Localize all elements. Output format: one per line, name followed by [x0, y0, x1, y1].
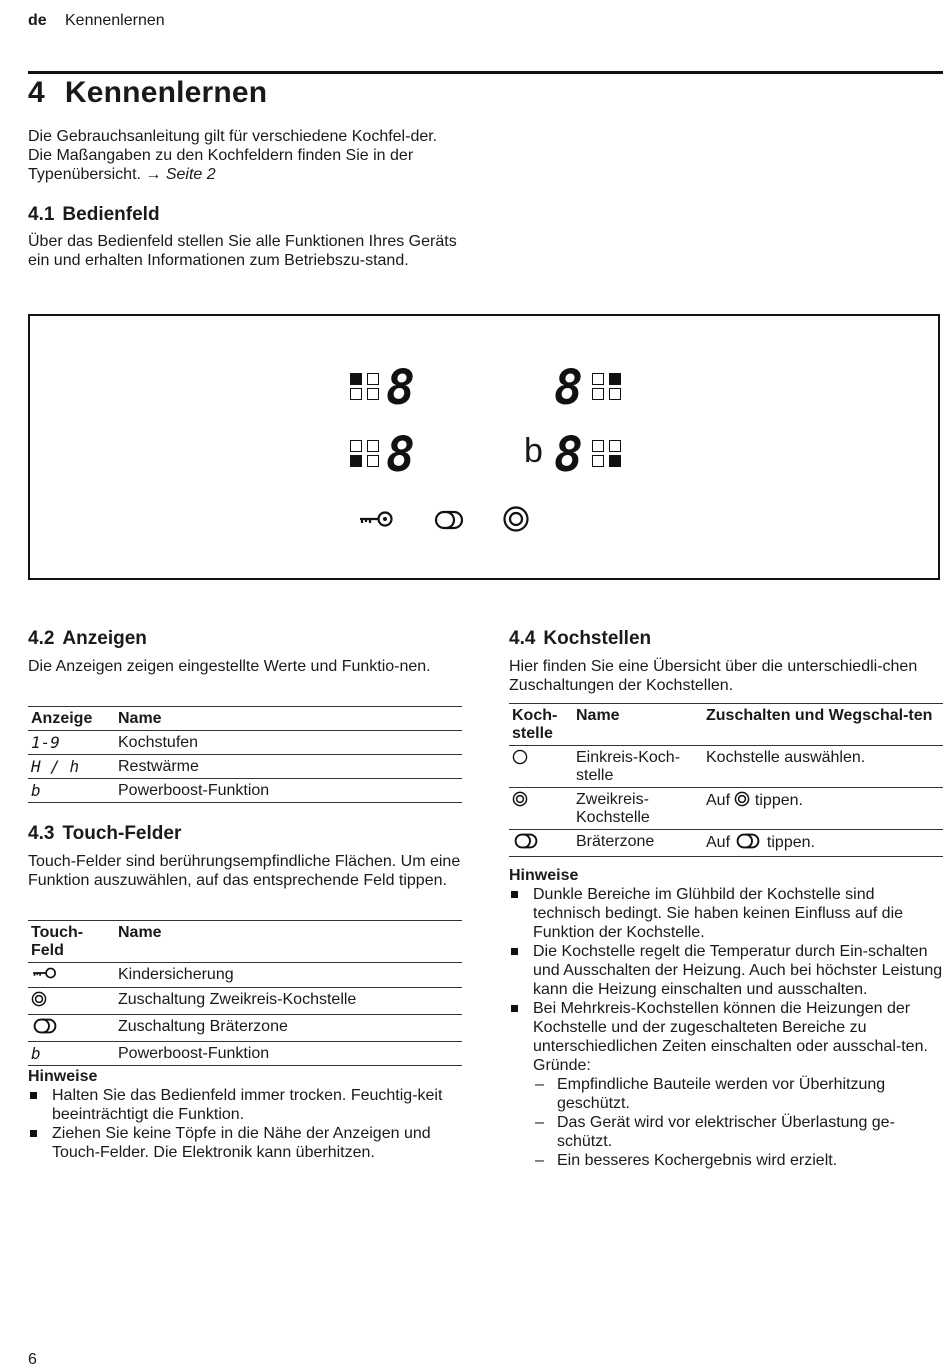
- section-number: 4.2: [28, 628, 55, 649]
- notes-block: [509, 867, 943, 1170]
- zone-name: Bräterzone: [576, 833, 655, 850]
- zone-indicator-rear-right: [592, 439, 623, 467]
- language-code: de: [28, 12, 47, 29]
- power-level-display: 8: [386, 360, 415, 416]
- powerboost-symbol: b: [31, 1044, 41, 1063]
- section-4-1-heading: [28, 204, 160, 226]
- double-circle-icon: [512, 791, 528, 807]
- display-symbol: H / h: [31, 757, 80, 776]
- notes-block: [28, 1068, 462, 1162]
- display-name: Powerboost-Funktion: [118, 782, 270, 799]
- section-4-3-text: Touch-Felder sind berührungsempfindliche Flächen. Um eine Funktion auszuwählen, auf das entsprechende Feld tippen.: [28, 853, 461, 889]
- action-text: Auf: [706, 792, 731, 809]
- oval-zone-icon: [512, 833, 540, 849]
- section-title: Bedienfeld: [62, 204, 160, 225]
- section-number: 4.1: [28, 204, 55, 225]
- oval-zone-icon[interactable]: [432, 510, 466, 530]
- page-reference-link[interactable]: → Seite 2: [145, 166, 216, 183]
- note-item: [509, 999, 943, 1170]
- zone-position-icon: [592, 440, 623, 467]
- reasons-title: Gründe:: [533, 1057, 591, 1074]
- zone-indicator-front-left: [350, 372, 381, 400]
- power-level-display: 8: [554, 360, 583, 416]
- reason-item: – Das Gerät wird vor elektrischer Überlastung ge-schützt.: [533, 1113, 943, 1151]
- table-header-row: [28, 921, 462, 963]
- double-circle-icon: [734, 791, 750, 807]
- action-text: tippen.: [766, 834, 815, 851]
- note-text: Bei Mehrkreis-Kochstellen können die Heizungen der Kochstelle und der zugeschalteten Bereiche zu unterschiedlichen Zeiten einschalten oder ausschal-ten.: [533, 1000, 928, 1055]
- table-row: [28, 755, 462, 779]
- table-row: [28, 779, 462, 803]
- section-4-2-heading: [28, 628, 147, 650]
- reasons-list: [533, 1075, 943, 1170]
- section-4-4-text: Hier finden Sie eine Übersicht über die unterschiedli-chen Zuschaltungen der Kochstellen.: [509, 658, 918, 694]
- table-row: [28, 1042, 462, 1066]
- power-level-display: 8: [386, 427, 415, 483]
- note-item: Ziehen Sie keine Töpfe in die Nähe der Anzeigen und Touch-Felder. Die Elektronik kann überhitzen.: [28, 1124, 462, 1162]
- power-level-display: 8: [554, 427, 583, 483]
- display-name: Kochstufen: [118, 734, 199, 751]
- zone-position-icon: [350, 440, 381, 467]
- section-4-2-text: Die Anzeigen zeigen eingestellte Werte und Funktio-nen.: [28, 658, 431, 675]
- column-header: Touch-Feld: [31, 924, 84, 959]
- zone-indicator-rear-left: [350, 439, 381, 467]
- single-circle-icon: [512, 749, 528, 765]
- oval-zone-icon: [734, 833, 762, 849]
- zone-action: [703, 830, 943, 857]
- table-row: [28, 988, 462, 1015]
- touch-field-name: Zuschaltung Zweikreis-Kochstelle: [118, 991, 357, 1008]
- table-row: [509, 788, 943, 830]
- displays-table: [28, 706, 462, 803]
- chapter-intro: [28, 127, 460, 184]
- touch-field-name: Kindersicherung: [118, 966, 234, 983]
- action-text: Auf: [706, 834, 731, 851]
- section-4-4-heading: [509, 628, 651, 650]
- running-header-title: Kennenlernen: [65, 12, 165, 29]
- page-number: 6: [28, 1351, 37, 1368]
- zone-action: [703, 788, 943, 830]
- column-header: Anzeige: [31, 710, 93, 727]
- column-header: Zuschalten und Wegschal-ten: [706, 707, 933, 724]
- chapter-title: Kennenlernen: [64, 76, 268, 109]
- touch-field-name: Zuschaltung Bräterzone: [118, 1018, 288, 1035]
- display-name: Restwärme: [118, 758, 199, 775]
- column-header: Koch-stelle: [512, 707, 558, 742]
- notes-list: [28, 1086, 462, 1162]
- section-4-1-text: Über das Bedienfeld stellen Sie alle Funktionen Ihres Geräts ein und erhalten Informationen zum Betriebszu-stand.: [28, 233, 457, 269]
- double-circle-icon: [31, 991, 47, 1007]
- display-symbol: b: [31, 781, 41, 800]
- table-row: [28, 731, 462, 755]
- notes-title: Hinweise: [509, 867, 579, 884]
- oval-zone-icon: [31, 1018, 59, 1034]
- action-text: tippen.: [754, 792, 803, 809]
- section-4-3-heading: [28, 823, 181, 845]
- section-title: Anzeigen: [62, 628, 147, 649]
- header-rule: [28, 71, 943, 74]
- intro-text: Die Gebrauchsanleitung gilt für verschiedene Kochfel-der. Die Maßangaben zu den Kochfeldern finden Sie in der Typenübersicht.: [28, 128, 438, 183]
- table-row: [509, 830, 943, 857]
- table-header-row: [28, 707, 462, 731]
- cooking-zones-table: [509, 703, 943, 857]
- table-header-row: [509, 704, 943, 746]
- chapter-heading: [28, 76, 267, 110]
- control-panel-diagram: [28, 314, 940, 580]
- section-number: 4.3: [28, 823, 55, 844]
- key-icon: [31, 966, 59, 980]
- zone-name: Zweikreis-Kochstelle: [576, 791, 650, 826]
- column-header: Name: [118, 924, 162, 941]
- notes-list: [509, 885, 943, 1170]
- key-icon[interactable]: [358, 509, 396, 529]
- table-row: [28, 1015, 462, 1042]
- display-symbol: 1-9: [31, 733, 60, 752]
- section-number: 4.4: [509, 628, 536, 649]
- column-header: Name: [576, 707, 620, 724]
- section-title: Kochstellen: [543, 628, 652, 649]
- note-item: Die Kochstelle regelt die Temperatur durch Ein-schalten und Ausschalten der Heizung. Auch bei höchster Leistung kann die Heizung einschalten und ausschalten.: [509, 942, 943, 999]
- reason-item: – Empfindliche Bauteile werden vor Überhitzung geschützt.: [533, 1075, 943, 1113]
- table-row: [28, 963, 462, 988]
- powerboost-indicator: b: [524, 432, 543, 470]
- zone-position-icon: [592, 373, 623, 400]
- column-header: Name: [118, 710, 162, 727]
- touch-field-name: Powerboost-Funktion: [118, 1045, 270, 1062]
- table-row: [509, 746, 943, 788]
- zone-position-icon: [350, 373, 381, 400]
- touch-fields-table: [28, 920, 462, 1066]
- double-circle-icon[interactable]: [502, 505, 530, 533]
- zone-action: Kochstelle auswählen.: [706, 749, 866, 766]
- note-item: Dunkle Bereiche im Glühbild der Kochstelle sind technisch bedingt. Sie haben keinen Einfluss auf die Funktion der Kochstelle.: [509, 885, 943, 942]
- chapter-number: 4: [28, 76, 45, 109]
- zone-name: Einkreis-Koch-stelle: [576, 749, 681, 784]
- zone-indicator-front-right: [592, 372, 623, 400]
- section-title: Touch-Felder: [62, 823, 182, 844]
- notes-title: Hinweise: [28, 1068, 98, 1085]
- reason-item: – Ein besseres Kochergebnis wird erzielt.: [533, 1151, 943, 1170]
- note-item: Halten Sie das Bedienfeld immer trocken. Feuchtig-keit beeinträchtigt die Funktion.: [28, 1086, 462, 1124]
